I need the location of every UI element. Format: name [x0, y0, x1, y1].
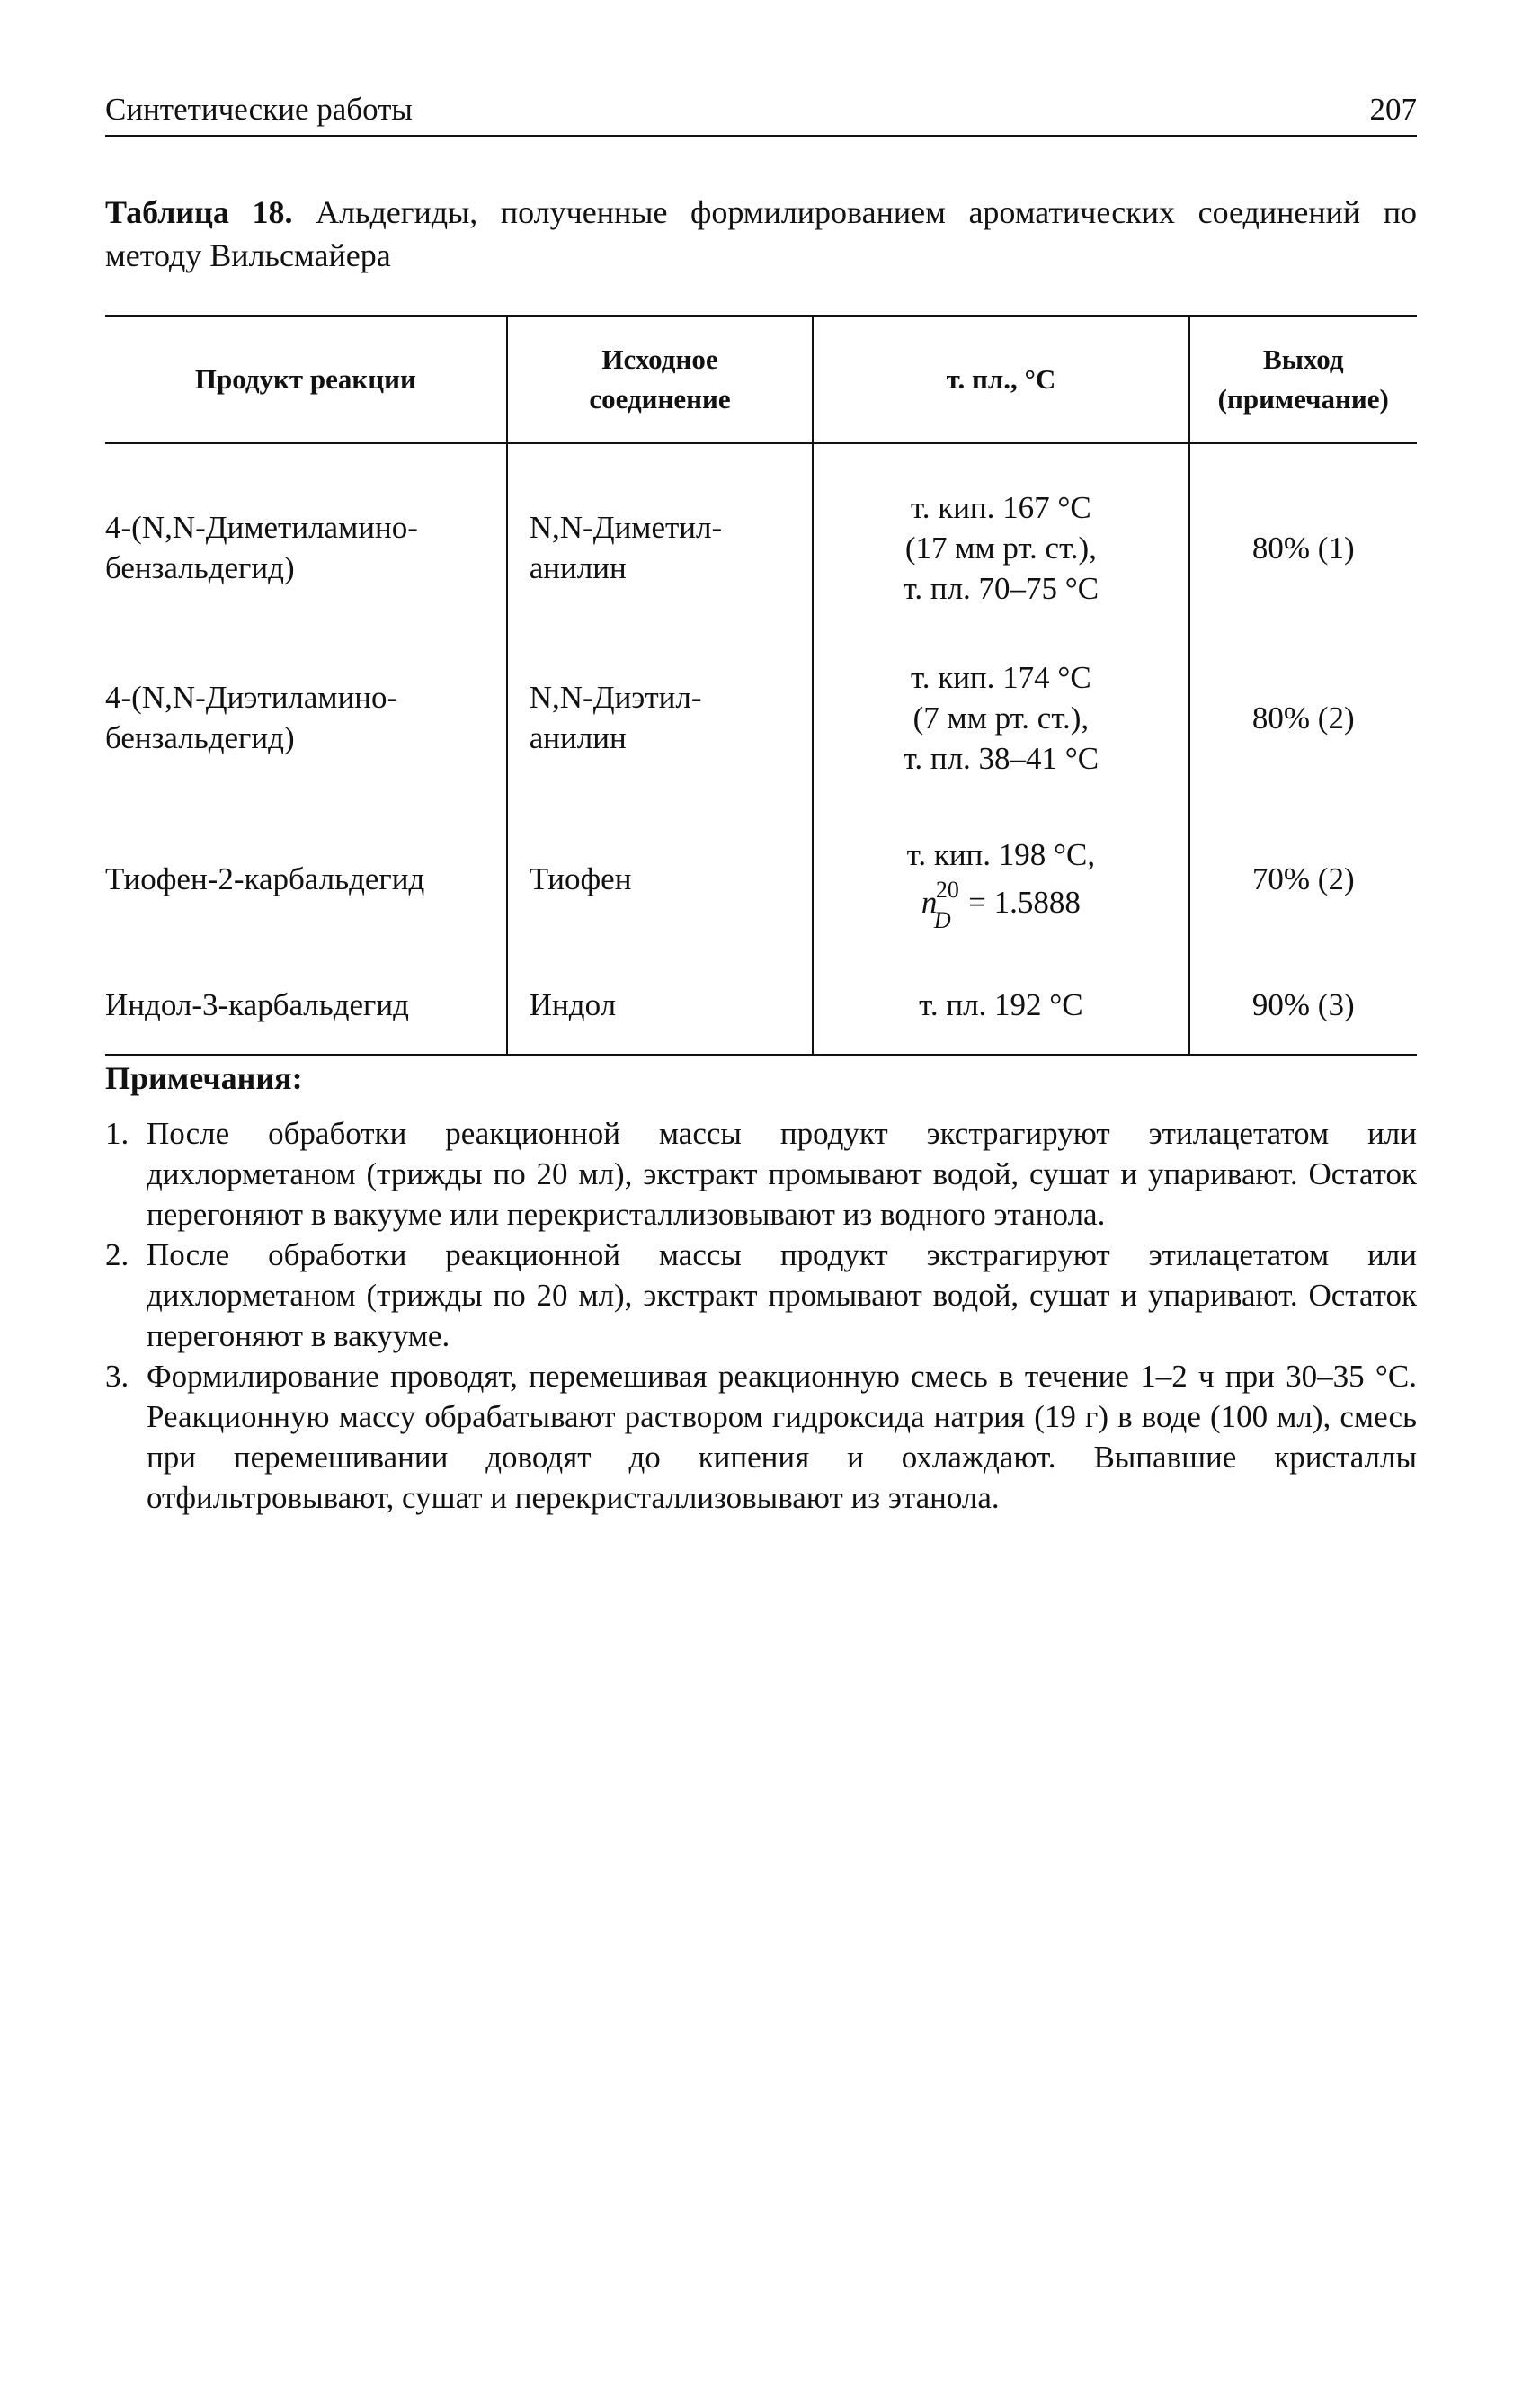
cell-props: т. кип. 174 °С (7 мм рт. ст.), т. пл. 38–41 °С: [813, 633, 1188, 802]
header-yield: Выход (примечание): [1189, 316, 1417, 443]
cell-product: 4-(N,N-Диэтиламино-бензальдегид): [105, 680, 398, 755]
cell-product: 4-(N,N-Диметиламино-бензальдегид): [105, 510, 418, 585]
cell-start: N,N-Диметил-анилин: [507, 443, 814, 633]
header-start-compound: Исходное соединение: [507, 316, 814, 443]
aldehydes-table: [105, 315, 1417, 1056]
header-melting-point: т. пл., °С: [813, 316, 1188, 443]
table-label: Таблица 18.: [105, 194, 293, 230]
table-caption-text: Альдегиды, полученные формилированием ароматических соединений по методу Вильсмайера: [105, 194, 1418, 273]
cell-start: N,N-Диэтил-анилин: [507, 633, 814, 802]
table-caption: [105, 191, 1417, 277]
cell-product: Тиофен-2-карбальдегид: [105, 861, 425, 896]
cell-product: Индол-3-карбальдегид: [105, 986, 409, 1022]
note-item: 2. После обработки реакционной массы продукт экстрагируют этилацетатом или дихлорметаном (трижды по 20 мл), экстракт промывают водой, сушат и упаривают. Остаток перегоняют в вакууме.: [105, 1237, 1417, 1353]
refractive-index: n 20 D = 1.5888: [921, 877, 1081, 933]
cell-props: т. кип. 198 °С, n 20 D = 1.5888: [813, 802, 1188, 955]
cell-yield: 90% (3): [1189, 955, 1417, 1055]
page-number: 207: [1369, 92, 1417, 127]
notes-list: [105, 1113, 1417, 1518]
table-row: [105, 802, 1417, 955]
table-row: [105, 443, 1417, 633]
notes-title: Примечания:: [105, 1060, 303, 1096]
header-product: Продукт реакции: [105, 316, 507, 443]
cell-props: т. пл. 192 °С: [813, 955, 1188, 1055]
cell-yield: 80% (1): [1189, 443, 1417, 633]
note-item: 1. После обработки реакционной массы продукт экстрагируют этилацетатом или дихлорметаном (трижды по 20 мл), экстракт промывают водой, сушат и упаривают. Остаток перегоняют в вакууме или перекристаллизовывают из водного этанола.: [105, 1116, 1417, 1232]
cell-yield: 70% (2): [1189, 802, 1417, 955]
cell-start: Индол: [507, 955, 814, 1055]
table-header-row: [105, 316, 1417, 443]
running-header: [105, 86, 1417, 137]
cell-yield: 80% (2): [1189, 633, 1417, 802]
table-row: [105, 633, 1417, 802]
cell-props: т. кип. 167 °С (17 мм рт. ст.), т. пл. 70–75 °С: [813, 443, 1188, 633]
cell-start: Тиофен: [507, 802, 814, 955]
note-item: 3. Формилирование проводят, перемешивая реакционную смесь в течение 1–2 ч при 30–35 °С. Реакционную массу обрабатывают раствором гидроксида натрия (19 г) в воде (100 мл), смесь при перемешивании доводят до кипения и охлаждают. Выпавшие кристаллы отфильтровывают, сушат и перекристаллизовывают из этанола.: [105, 1359, 1417, 1515]
table-row: [105, 955, 1417, 1055]
running-header-title: Синтетические работы: [105, 92, 413, 127]
